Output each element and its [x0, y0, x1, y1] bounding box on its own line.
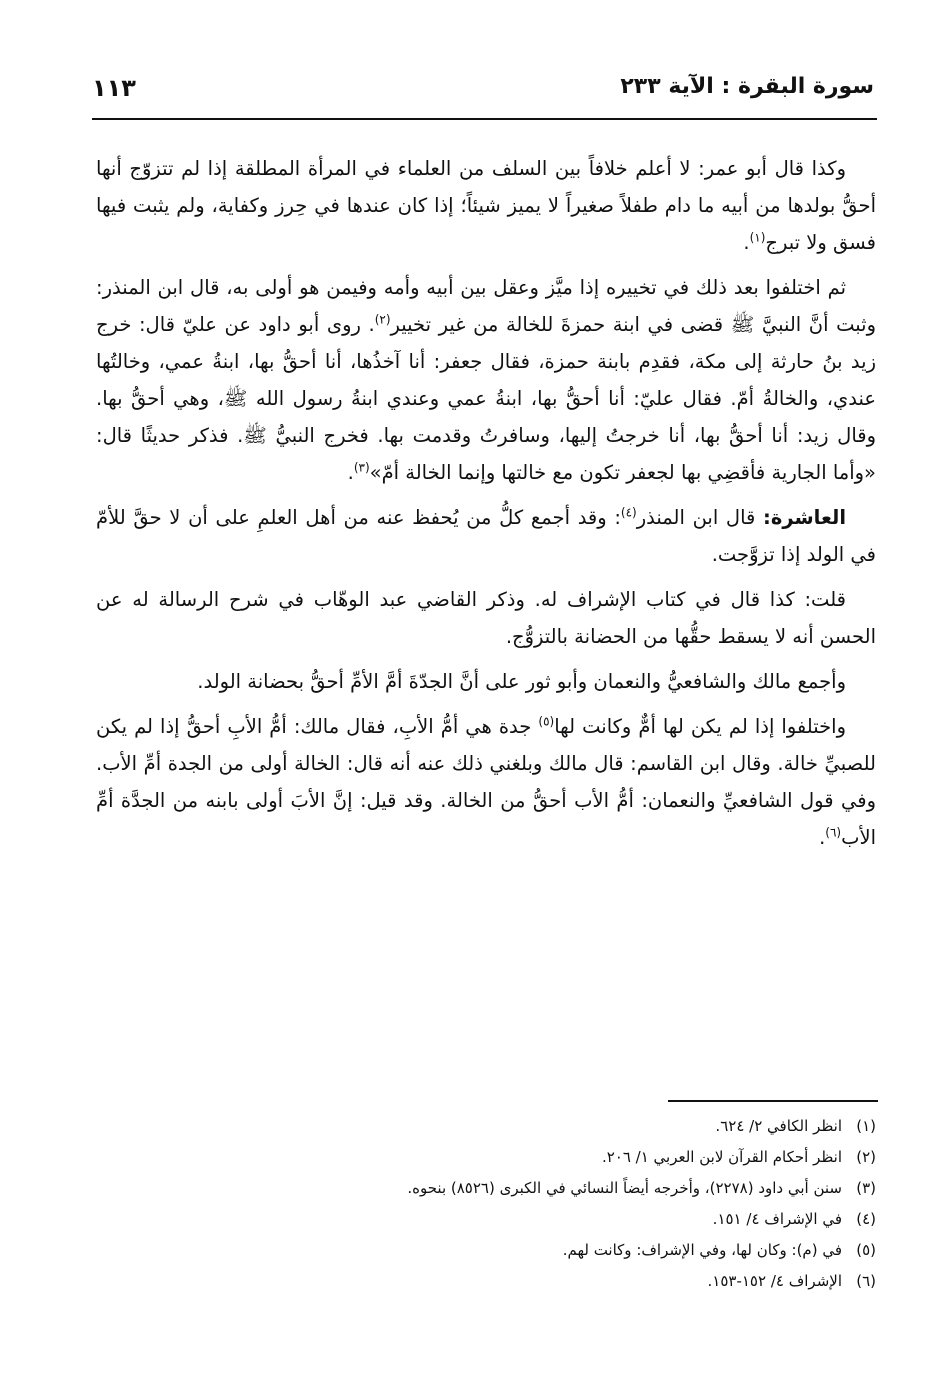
- paragraph-tail: .: [743, 231, 750, 254]
- footnote-label: (٢): [856, 1148, 876, 1166]
- footnote-text: الإشراف ٤/ ١٥٢-١٥٣.: [707, 1272, 842, 1290]
- paragraph-lead: العاشرة:: [763, 506, 846, 529]
- paragraph-text: قلت: كذا قال في كتاب الإشراف له. وذكر القاضي عبد الوهّاب في شرح الرسالة له عن الحسن أنه لا يسقط حقُّها من الحضانة بالتزوُّج.: [96, 588, 876, 648]
- paragraph: [96, 499, 876, 573]
- footnote-ref: (٦): [825, 825, 842, 840]
- page-number: ١١٣: [92, 74, 136, 102]
- footnote-label: (٤): [856, 1210, 876, 1228]
- main-text: [96, 150, 876, 864]
- footnote: [96, 1266, 876, 1297]
- page-header: [92, 74, 874, 112]
- paragraph: [96, 581, 876, 655]
- paragraph-text: ثم اختلفوا بعد ذلك في تخييره إذا ميَّز وعقل بين أبيه وأمه وفيمن هو أولى به، قال ابن المنذر: وثبت أنَّ النبيَّ ﷺ قضى في ابنة حمزةَ للخالة من غير تخيير: [96, 276, 876, 336]
- paragraph-text: قال ابن المنذر: [636, 506, 764, 529]
- footnote-text: سنن أبي داود (٢٢٧٨)، وأخرجه أيضاً النسائي في الكبرى (٨٥٢٦) بنحوه.: [407, 1179, 842, 1197]
- paragraph-tail: .: [819, 826, 826, 849]
- paragraph-tail: . روى أبو داود عن عليّ قال: خرج زيد بنُ حارثة إلى مكة، فقدِم بابنة حمزة، فقال جعفر: أنا آخذُها، أنا أحقُّ بها، ابنةُ عمي، وخالتُها عندي، والخالةُ أمّ. فقال عليّ: أنا أحقُّ بها، ابنةُ عمي وعندي ابنةُ رسول الله ﷺ، وهي أحقُّ بها. وقال زيد: أنا أحقُّ بها، أنا خرجتُ إليها، وسافرتُ وقدمت بها. فخرج النبيُّ ﷺ. فذكر حديثًا قال: «وأما الجارية فأقضِي بها لجعفر تكون مع خالتها وإنما الخالة أمّ»: [96, 313, 876, 484]
- footnote-ref: (٥): [538, 714, 555, 729]
- paragraph-text: وكذا قال أبو عمر: لا أعلم خلافاً بين السلف من العلماء في المرأة المطلقة إذا لم تتزوّج أنها أحقُّ بولدها من أبيه ما دام طفلاً صغيراً لا يميز شيئاً؛ إذا كان عندها في حِرز وكفاية، ولم يثبت فيها فسق ولا تبرج: [96, 157, 876, 254]
- paragraph: [96, 663, 876, 700]
- footnote-label: (٥): [856, 1241, 876, 1259]
- footnote: [96, 1173, 876, 1204]
- footnotes: [96, 1111, 876, 1297]
- footnote: [96, 1142, 876, 1173]
- paragraph: [96, 708, 876, 856]
- footnote-label: (٣): [856, 1179, 876, 1197]
- paragraph-tail: : وقد أجمع كلُّ من يُحفظ عنه من أهل العلمِ على أن لا حقَّ للأمّ في الولد إذا تزوَّجت.: [96, 506, 876, 566]
- header-rule: [92, 118, 877, 120]
- paragraph-text: وأجمع مالك والشافعيُّ والنعمان وأبو ثور على أنَّ الجدّةَ أمَّ الأمِّ أحقُّ بحضانة الولد.: [197, 670, 846, 693]
- footnote-ref: (٢): [374, 312, 391, 327]
- running-head-title: سورة البقرة : الآية ٢٣٣: [620, 74, 874, 99]
- footnote: [96, 1111, 876, 1142]
- footnote-ref: (١): [749, 230, 766, 245]
- footnote-text: انظر الكافي ٢/ ٦٢٤.: [715, 1117, 842, 1135]
- paragraph-tail: جدة هي أمُّ الأبِ، فقال مالك: أمُّ الأبِ أحقُّ إذا لم يكن للصبيِّ خالة. وقال ابن القاسم: قال مالك وبلغني ذلك عنه أنه قال: الخالة أولى من الجدة أمِّ الأب. وفي قول الشافعيِّ والنعمان: أمُّ الأب أحقُّ من الخالة. وقد قيل: إنَّ الأبَ أولى بابنه من الجدَّة أمِّ الأب: [96, 715, 876, 849]
- footnote-rule: [668, 1100, 878, 1102]
- footnote-ref: (٤): [620, 505, 637, 520]
- paragraph-text: واختلفوا إذا لم يكن لها أمٌّ وكانت لها: [554, 715, 846, 738]
- footnote: [96, 1235, 876, 1266]
- paragraph-tail: .: [347, 461, 354, 484]
- footnote-label: (١): [856, 1117, 876, 1135]
- footnote-text: في (م): وكان لها، وفي الإشراف: وكانت لهم.: [562, 1241, 842, 1259]
- paragraph: [96, 150, 876, 261]
- footnote: [96, 1204, 876, 1235]
- footnote-label: (٦): [856, 1272, 876, 1290]
- footnote-text: في الإشراف ٤/ ١٥١.: [712, 1210, 842, 1228]
- footnote-ref: (٣): [353, 460, 370, 475]
- footnote-text: انظر أحكام القرآن لابن العربي ١/ ٢٠٦.: [601, 1148, 842, 1166]
- paragraph: [96, 269, 876, 491]
